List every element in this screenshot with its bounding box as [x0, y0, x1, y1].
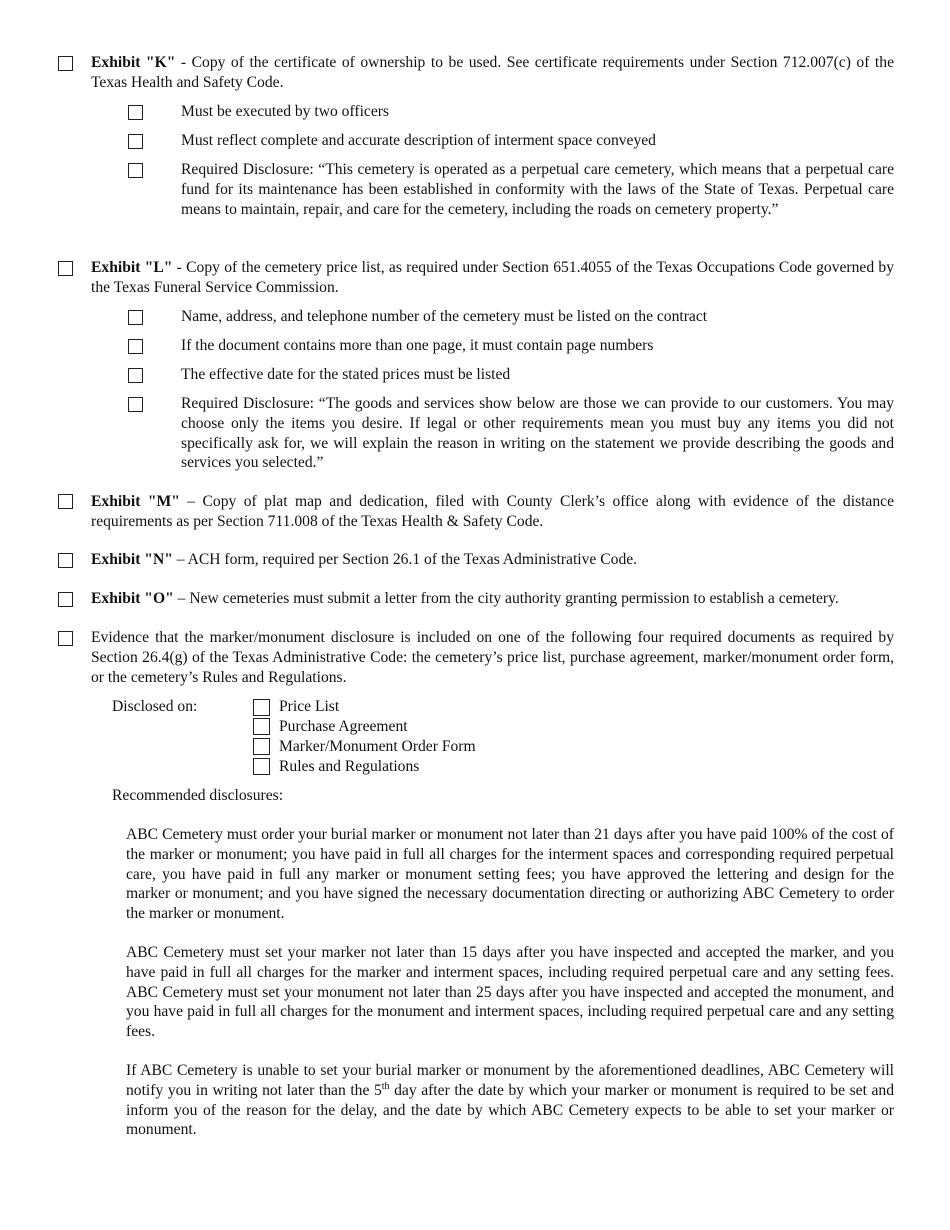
exhibit-l-item-4: Required Disclosure: “The goods and services show below are those we can provide to our customers. You may choose only the items you desire. If legal or other requirements mean you must buy any items you did not specifically ask for, we will explain the reason in writing on the statement we provide describing the goods and services you selected.”: [181, 395, 894, 472]
disclosure-3-part-a: If ABC Cemetery is unable to set your burial marker or monument by the aforementioned deadlines, ABC Cemetery will notify you in writing not later than the 5: [126, 1062, 894, 1099]
exhibit-k-item-3-checkbox[interactable]: [128, 163, 143, 178]
exhibit-l-item-1: Name, address, and telephone number of the cemetery must be listed on the contract: [181, 308, 708, 325]
disclosed-rules-checkbox[interactable]: [253, 758, 270, 775]
exhibit-k-label: Exhibit "K": [91, 54, 176, 71]
exhibit-o-paragraph: [91, 589, 839, 609]
exhibit-o-text: – New cemeteries must submit a letter from the city authority granting permission to establish a cemetery.: [173, 590, 839, 607]
exhibit-o-label: Exhibit "O": [91, 590, 174, 607]
exhibit-l-text: - Copy of the cemetery price list, as required under Section 651.4055 of the Texas Occupations Code governed by the Texas Funeral Service Commission.: [91, 259, 895, 296]
exhibit-k-item-2-checkbox[interactable]: [128, 134, 143, 149]
exhibit-k-checkbox[interactable]: [58, 56, 73, 71]
exhibit-k-item-3: Required Disclosure: “This cemetery is operated as a perpetual care cemetery, which means that a perpetual care fund for its maintenance has been established in conformity with the laws of the State of Texas. Perpetual care means to maintain, repair, and care for the cemetery, including the roads on cemetery property.”: [181, 161, 894, 218]
exhibit-m-text: – Copy of plat map and dedication, filed with County Clerk’s office along with evidence of the distance requirements as per Section 711.008 of the Texas Health & Safety Code.: [91, 493, 894, 530]
recommended-disclosure-1: ABC Cemetery must order your burial marker or monument not later than 21 days after you have paid 100% of the cost of the marker or monument; you have paid in full all charges for the interment spaces and corresponding required perpetual care, you have paid in full any marker or monument setting fees; you have approved the lettering and design for the marker or monument; and you have signed the necessary documentation directing or authorizing ABC Cemetery to order the marker or monument.: [126, 826, 894, 923]
exhibit-k-item-1: Must be executed by two officers: [181, 103, 390, 120]
exhibit-k-text: - Copy of the certificate of ownership to be used. See certificate requirements under Section 712.007(c) of the Texas Health and Safety Code.: [91, 54, 894, 91]
recommended-disclosures-label: Recommended disclosures:: [112, 787, 284, 804]
disclosed-purchase-agreement-label: Purchase Agreement: [279, 718, 408, 735]
disclosed-purchase-agreement-checkbox[interactable]: [253, 718, 270, 735]
disclosed-price-list-checkbox[interactable]: [253, 699, 270, 716]
disclosure-3-superscript: th: [381, 1080, 390, 1092]
exhibit-l-item-2: If the document contains more than one page, it must contain page numbers: [181, 337, 654, 354]
exhibit-n-text: – ACH form, required per Section 26.1 of the Texas Administrative Code.: [172, 551, 638, 568]
exhibit-m-checkbox[interactable]: [58, 494, 73, 509]
disclosed-price-list-label: Price List: [279, 698, 340, 715]
disclosed-order-form-checkbox[interactable]: [253, 738, 270, 755]
exhibit-l-item-3-checkbox[interactable]: [128, 368, 143, 383]
disclosure-3-part-b: day after the date by which your marker or monument is required to be set and inform you of the reason for the delay, and the date by which ABC Cemetery expects to be able to set your marker or monument.: [126, 1081, 895, 1139]
exhibit-l-checkbox[interactable]: [58, 261, 73, 276]
recommended-disclosure-2: ABC Cemetery must set your marker not later than 15 days after you have inspected and accepted the marker, and you have paid in full all charges for the marker and interment spaces, including required perpetual care and any setting fees. ABC Cemetery must set your monument not later than 25 days after you have inspected and accepted the monument, and you have paid in full all charges for the monument and interment spaces, including required perpetual care and any setting fees.: [126, 944, 894, 1041]
exhibit-l-label: Exhibit "L": [91, 259, 173, 276]
exhibit-n-paragraph: [91, 550, 637, 570]
exhibit-l-item-2-checkbox[interactable]: [128, 339, 143, 354]
exhibit-o-checkbox[interactable]: [58, 592, 73, 607]
disclosed-order-form-label: Marker/Monument Order Form: [279, 738, 476, 755]
exhibit-k-paragraph: [91, 53, 894, 93]
exhibit-k-item-1-checkbox[interactable]: [128, 105, 143, 120]
exhibit-k-item-2: Must reflect complete and accurate description of interment space conveyed: [181, 132, 656, 149]
disclosed-rules-label: Rules and Regulations: [279, 758, 420, 775]
exhibit-m-label: Exhibit "M": [91, 493, 180, 510]
recommended-disclosure-3: [126, 1061, 894, 1140]
exhibit-l-paragraph: [91, 258, 894, 298]
marker-evidence-checkbox[interactable]: [58, 631, 73, 646]
exhibit-m-paragraph: [91, 492, 894, 532]
exhibit-n-checkbox[interactable]: [58, 553, 73, 568]
exhibit-n-label: Exhibit "N": [91, 551, 173, 568]
marker-evidence-paragraph: Evidence that the marker/monument disclosure is included on one of the following four required documents as required by Section 26.4(g) of the Texas Administrative Code: the cemetery’s price list, purchase agreement, marker/monument order form, or the cemetery’s Rules and Regulations.: [91, 629, 894, 686]
exhibit-l-item-3: The effective date for the stated prices must be listed: [181, 366, 511, 383]
exhibit-l-item-4-checkbox[interactable]: [128, 397, 143, 412]
exhibit-l-item-1-checkbox[interactable]: [128, 310, 143, 325]
disclosed-on-label: Disclosed on:: [112, 698, 198, 715]
